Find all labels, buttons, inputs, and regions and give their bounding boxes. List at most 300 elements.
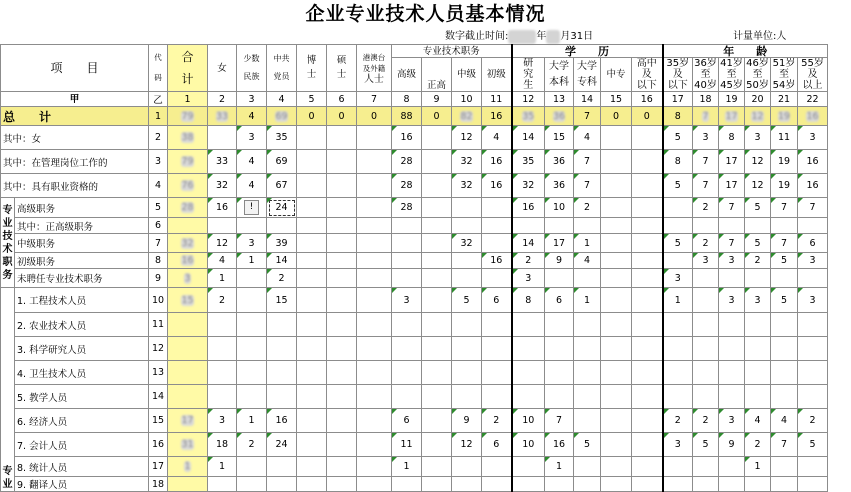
cell-r14-c6[interactable] <box>327 385 357 409</box>
cell-r11-c21[interactable] <box>771 313 798 337</box>
cell-r6-c15[interactable] <box>601 218 632 234</box>
cell-r1-c3[interactable]: 4 <box>237 107 267 126</box>
cell-r6-c8[interactable] <box>392 218 422 234</box>
cell-r15-c19[interactable]: 3 <box>719 409 745 433</box>
cell-r14-c13[interactable] <box>545 385 574 409</box>
cell-r2-c2[interactable] <box>208 126 237 150</box>
cell-r17-c11[interactable] <box>482 457 512 477</box>
cell-r12-c17[interactable] <box>663 337 693 361</box>
cell-r4-c22[interactable]: 16 <box>798 174 828 198</box>
cell-r16-c6[interactable] <box>327 433 357 457</box>
cell-r3-c1[interactable] <box>168 150 208 174</box>
cell-r4-c16[interactable] <box>632 174 663 198</box>
cell-r6-c9[interactable] <box>422 218 452 234</box>
cell-r13-c7[interactable] <box>357 361 392 385</box>
cell-r12-c5[interactable] <box>297 337 327 361</box>
cell-r10-c17[interactable]: 1 <box>663 288 693 313</box>
cell-r5-c1[interactable] <box>168 198 208 218</box>
cell-r7-c22[interactable]: 6 <box>798 234 828 253</box>
cell-r4-c10[interactable]: 32 <box>452 174 482 198</box>
cell-r16-c10[interactable]: 12 <box>452 433 482 457</box>
cell-r3-c3[interactable]: 4 <box>237 150 267 174</box>
cell-r9-c22[interactable] <box>798 269 828 288</box>
cell-r8-c12[interactable]: 2 <box>512 253 545 269</box>
cell-r13-c14[interactable] <box>574 361 601 385</box>
cell-r6-c6[interactable] <box>327 218 357 234</box>
row-label[interactable]: 7. 会计人员 <box>15 433 149 457</box>
cell-r10-c10[interactable]: 5 <box>452 288 482 313</box>
cell-r3-c4[interactable]: 69 <box>267 150 297 174</box>
cell-r2-c8[interactable]: 16 <box>392 126 422 150</box>
cell-r8-c3[interactable]: 1 <box>237 253 267 269</box>
cell-r17-c19[interactable] <box>719 457 745 477</box>
cell-r13-c2[interactable] <box>208 361 237 385</box>
cell-r14-c7[interactable] <box>357 385 392 409</box>
cell-r10-c2[interactable]: 2 <box>208 288 237 313</box>
cell-r11-c22[interactable] <box>798 313 828 337</box>
cell-r16-c7[interactable] <box>357 433 392 457</box>
cell-r2-c6[interactable] <box>327 126 357 150</box>
cell-r18-c3[interactable] <box>237 477 267 492</box>
cell-r17-c1[interactable] <box>168 457 208 477</box>
cell-r10-c18[interactable] <box>693 288 719 313</box>
cell-r2-c17[interactable]: 5 <box>663 126 693 150</box>
cell-r12-c15[interactable] <box>601 337 632 361</box>
cell-r11-c17[interactable] <box>663 313 693 337</box>
cell-r1-c21[interactable] <box>771 107 798 126</box>
cell-r14-c1[interactable] <box>168 385 208 409</box>
cell-r1-c16[interactable]: 0 <box>632 107 663 126</box>
cell-r12-c21[interactable] <box>771 337 798 361</box>
cell-r9-c16[interactable] <box>632 269 663 288</box>
cell-r9-c7[interactable] <box>357 269 392 288</box>
cell-r6-c10[interactable] <box>452 218 482 234</box>
cell-r11-c14[interactable] <box>574 313 601 337</box>
cell-r9-c13[interactable] <box>545 269 574 288</box>
row-label[interactable]: 总 计 <box>1 107 149 126</box>
cell-r3-c17[interactable]: 8 <box>663 150 693 174</box>
cell-r17-c10[interactable] <box>452 457 482 477</box>
cell-r3-c6[interactable] <box>327 150 357 174</box>
cell-r14-c10[interactable] <box>452 385 482 409</box>
cell-r7-c13[interactable]: 17 <box>545 234 574 253</box>
cell-r3-c21[interactable]: 19 <box>771 150 798 174</box>
warning-icon[interactable]: ! <box>244 200 259 215</box>
cell-r15-c16[interactable] <box>632 409 663 433</box>
cell-r13-c13[interactable] <box>545 361 574 385</box>
cell-r11-c12[interactable] <box>512 313 545 337</box>
cell-r11-c3[interactable] <box>237 313 267 337</box>
cell-r9-c12[interactable]: 3 <box>512 269 545 288</box>
cell-r16-c5[interactable] <box>297 433 327 457</box>
cell-r8-c22[interactable]: 3 <box>798 253 828 269</box>
cell-r15-c7[interactable] <box>357 409 392 433</box>
cell-r8-c6[interactable] <box>327 253 357 269</box>
cell-r8-c9[interactable] <box>422 253 452 269</box>
cell-r10-c21[interactable]: 5 <box>771 288 798 313</box>
cell-r4-c5[interactable] <box>297 174 327 198</box>
cell-r9-c2[interactable]: 1 <box>208 269 237 288</box>
cell-r9-c20[interactable] <box>745 269 771 288</box>
cell-r2-c18[interactable]: 3 <box>693 126 719 150</box>
cell-r15-c12[interactable]: 10 <box>512 409 545 433</box>
cell-r6-c11[interactable] <box>482 218 512 234</box>
cell-r4-c9[interactable] <box>422 174 452 198</box>
cell-r18-c2[interactable] <box>208 477 237 492</box>
cell-r11-c15[interactable] <box>601 313 632 337</box>
cell-r9-c5[interactable] <box>297 269 327 288</box>
row-label[interactable]: 2. 农业技术人员 <box>15 313 149 337</box>
row-label[interactable]: 其中：在管理岗位工作的 <box>1 150 149 174</box>
cell-r11-c1[interactable] <box>168 313 208 337</box>
cell-r2-c4[interactable]: 35 <box>267 126 297 150</box>
cell-r18-c6[interactable] <box>327 477 357 492</box>
cell-r17-c22[interactable] <box>798 457 828 477</box>
cell-r10-c6[interactable] <box>327 288 357 313</box>
cell-r13-c22[interactable] <box>798 361 828 385</box>
cell-r5-c9[interactable] <box>422 198 452 218</box>
cell-r12-c1[interactable] <box>168 337 208 361</box>
cell-r4-c17[interactable]: 5 <box>663 174 693 198</box>
cell-r16-c16[interactable] <box>632 433 663 457</box>
cell-r2-c19[interactable]: 8 <box>719 126 745 150</box>
cell-r4-c21[interactable]: 19 <box>771 174 798 198</box>
cell-r12-c18[interactable] <box>693 337 719 361</box>
cell-r18-c15[interactable] <box>601 477 632 492</box>
cell-r18-c1[interactable] <box>168 477 208 492</box>
cell-r4-c11[interactable]: 16 <box>482 174 512 198</box>
cell-r2-c3[interactable]: 3 <box>237 126 267 150</box>
cell-r5-c12[interactable]: 16 <box>512 198 545 218</box>
cell-r8-c13[interactable]: 9 <box>545 253 574 269</box>
cell-r6-c1[interactable] <box>168 218 208 234</box>
cell-r17-c5[interactable] <box>297 457 327 477</box>
cell-r3-c2[interactable]: 33 <box>208 150 237 174</box>
cell-r13-c17[interactable] <box>663 361 693 385</box>
cell-r16-c2[interactable]: 18 <box>208 433 237 457</box>
cell-r6-c4[interactable] <box>267 218 297 234</box>
cell-r8-c20[interactable]: 2 <box>745 253 771 269</box>
cell-r13-c11[interactable] <box>482 361 512 385</box>
cell-r15-c9[interactable] <box>422 409 452 433</box>
cell-r16-c15[interactable] <box>601 433 632 457</box>
cell-r18-c18[interactable] <box>693 477 719 492</box>
cell-r17-c16[interactable] <box>632 457 663 477</box>
cell-r6-c19[interactable] <box>719 218 745 234</box>
cell-r4-c14[interactable]: 7 <box>574 174 601 198</box>
cell-r12-c11[interactable] <box>482 337 512 361</box>
cell-r10-c8[interactable]: 3 <box>392 288 422 313</box>
cell-r4-c6[interactable] <box>327 174 357 198</box>
cell-r9-c8[interactable] <box>392 269 422 288</box>
cell-r6-c18[interactable] <box>693 218 719 234</box>
cell-r3-c19[interactable]: 17 <box>719 150 745 174</box>
row-label[interactable]: 4. 卫生技术人员 <box>15 361 149 385</box>
cell-r5-c19[interactable]: 7 <box>719 198 745 218</box>
row-label[interactable]: 1. 工程技术人员 <box>15 288 149 313</box>
cell-r7-c8[interactable] <box>392 234 422 253</box>
cell-r5-c16[interactable] <box>632 198 663 218</box>
cell-r15-c21[interactable]: 4 <box>771 409 798 433</box>
cell-r14-c4[interactable] <box>267 385 297 409</box>
cell-r9-c17[interactable]: 3 <box>663 269 693 288</box>
cell-r12-c7[interactable] <box>357 337 392 361</box>
cell-r10-c5[interactable] <box>297 288 327 313</box>
cell-r11-c20[interactable] <box>745 313 771 337</box>
cell-r6-c20[interactable] <box>745 218 771 234</box>
cell-r6-c22[interactable] <box>798 218 828 234</box>
cell-r10-c15[interactable] <box>601 288 632 313</box>
cell-r5-c2[interactable]: 16 <box>208 198 237 218</box>
cell-r15-c22[interactable]: 2 <box>798 409 828 433</box>
cell-r9-c18[interactable] <box>693 269 719 288</box>
cell-r16-c19[interactable]: 9 <box>719 433 745 457</box>
cell-r18-c9[interactable] <box>422 477 452 492</box>
cell-r8-c14[interactable]: 4 <box>574 253 601 269</box>
row-label[interactable]: 其中：具有职业资格的 <box>1 174 149 198</box>
row-label[interactable]: 8. 统计人员 <box>15 457 149 477</box>
cell-r12-c9[interactable] <box>422 337 452 361</box>
cell-r9-c10[interactable] <box>452 269 482 288</box>
cell-r1-c15[interactable]: 0 <box>601 107 632 126</box>
cell-r16-c22[interactable]: 5 <box>798 433 828 457</box>
cell-r2-c20[interactable]: 3 <box>745 126 771 150</box>
cell-r18-c16[interactable] <box>632 477 663 492</box>
cell-r13-c1[interactable] <box>168 361 208 385</box>
cell-r13-c5[interactable] <box>297 361 327 385</box>
cell-r10-c3[interactable] <box>237 288 267 313</box>
cell-r6-c21[interactable] <box>771 218 798 234</box>
cell-r1-c10[interactable] <box>452 107 482 126</box>
cell-r9-c4[interactable]: 2 <box>267 269 297 288</box>
cell-r11-c10[interactable] <box>452 313 482 337</box>
cell-r2-c5[interactable] <box>297 126 327 150</box>
cell-r7-c18[interactable]: 2 <box>693 234 719 253</box>
cell-r5-c6[interactable] <box>327 198 357 218</box>
cell-r9-c6[interactable] <box>327 269 357 288</box>
cell-r6-c14[interactable] <box>574 218 601 234</box>
cell-r5-c15[interactable] <box>601 198 632 218</box>
cell-r8-c10[interactable] <box>452 253 482 269</box>
cell-r6-c7[interactable] <box>357 218 392 234</box>
cell-r10-c19[interactable]: 3 <box>719 288 745 313</box>
cell-r11-c2[interactable] <box>208 313 237 337</box>
cell-r18-c7[interactable] <box>357 477 392 492</box>
cell-r1-c12[interactable] <box>512 107 545 126</box>
cell-r17-c17[interactable] <box>663 457 693 477</box>
cell-r1-c8[interactable]: 88 <box>392 107 422 126</box>
cell-r18-c17[interactable] <box>663 477 693 492</box>
cell-r3-c14[interactable]: 7 <box>574 150 601 174</box>
cell-r17-c15[interactable] <box>601 457 632 477</box>
cell-r9-c1[interactable] <box>168 269 208 288</box>
cell-r1-c20[interactable] <box>745 107 771 126</box>
cell-r9-c14[interactable] <box>574 269 601 288</box>
cell-r4-c13[interactable]: 36 <box>545 174 574 198</box>
cell-r5-c5[interactable] <box>297 198 327 218</box>
cell-r14-c15[interactable] <box>601 385 632 409</box>
cell-r13-c18[interactable] <box>693 361 719 385</box>
cell-r12-c2[interactable] <box>208 337 237 361</box>
cell-r13-c21[interactable] <box>771 361 798 385</box>
cell-r9-c3[interactable] <box>237 269 267 288</box>
cell-r1-c18[interactable] <box>693 107 719 126</box>
cell-r11-c18[interactable] <box>693 313 719 337</box>
cell-r4-c18[interactable]: 7 <box>693 174 719 198</box>
cell-r18-c22[interactable] <box>798 477 828 492</box>
cell-r18-c5[interactable] <box>297 477 327 492</box>
cell-r3-c10[interactable]: 32 <box>452 150 482 174</box>
cell-r3-c7[interactable] <box>357 150 392 174</box>
cell-r5-c11[interactable] <box>482 198 512 218</box>
cell-r6-c16[interactable] <box>632 218 663 234</box>
cell-r16-c12[interactable]: 10 <box>512 433 545 457</box>
cell-r18-c8[interactable] <box>392 477 422 492</box>
cell-r15-c10[interactable]: 9 <box>452 409 482 433</box>
cell-r2-c15[interactable] <box>601 126 632 150</box>
cell-r15-c13[interactable]: 7 <box>545 409 574 433</box>
cell-r14-c18[interactable] <box>693 385 719 409</box>
cell-r10-c11[interactable]: 6 <box>482 288 512 313</box>
cell-r3-c16[interactable] <box>632 150 663 174</box>
cell-r16-c13[interactable]: 16 <box>545 433 574 457</box>
cell-r3-c8[interactable]: 28 <box>392 150 422 174</box>
row-label[interactable]: 6. 经济人员 <box>15 409 149 433</box>
cell-r15-c5[interactable] <box>297 409 327 433</box>
cell-r15-c2[interactable]: 3 <box>208 409 237 433</box>
cell-r8-c2[interactable]: 4 <box>208 253 237 269</box>
cell-r16-c11[interactable]: 6 <box>482 433 512 457</box>
cell-r17-c12[interactable] <box>512 457 545 477</box>
cell-r7-c1[interactable] <box>168 234 208 253</box>
cell-r16-c17[interactable]: 3 <box>663 433 693 457</box>
cell-r7-c17[interactable]: 5 <box>663 234 693 253</box>
cell-r14-c12[interactable] <box>512 385 545 409</box>
cell-r10-c12[interactable]: 8 <box>512 288 545 313</box>
cell-r16-c20[interactable]: 2 <box>745 433 771 457</box>
cell-r1-c4[interactable] <box>267 107 297 126</box>
cell-r15-c4[interactable]: 16 <box>267 409 297 433</box>
cell-r11-c13[interactable] <box>545 313 574 337</box>
cell-r7-c11[interactable] <box>482 234 512 253</box>
cell-r5-c7[interactable] <box>357 198 392 218</box>
cell-r9-c21[interactable] <box>771 269 798 288</box>
cell-r12-c13[interactable] <box>545 337 574 361</box>
cell-r5-c17[interactable] <box>663 198 693 218</box>
cell-r11-c16[interactable] <box>632 313 663 337</box>
cell-r8-c5[interactable] <box>297 253 327 269</box>
cell-r17-c9[interactable] <box>422 457 452 477</box>
cell-r3-c22[interactable]: 16 <box>798 150 828 174</box>
cell-r7-c20[interactable]: 5 <box>745 234 771 253</box>
cell-r1-c19[interactable] <box>719 107 745 126</box>
cell-r2-c10[interactable]: 12 <box>452 126 482 150</box>
cell-r7-c9[interactable] <box>422 234 452 253</box>
cell-r13-c15[interactable] <box>601 361 632 385</box>
cell-r1-c14[interactable]: 7 <box>574 107 601 126</box>
cell-r18-c13[interactable] <box>545 477 574 492</box>
cell-r7-c15[interactable] <box>601 234 632 253</box>
cell-r15-c18[interactable]: 2 <box>693 409 719 433</box>
cell-r17-c21[interactable] <box>771 457 798 477</box>
cell-r12-c6[interactable] <box>327 337 357 361</box>
cell-r2-c22[interactable]: 3 <box>798 126 828 150</box>
cell-r10-c14[interactable]: 1 <box>574 288 601 313</box>
cell-r12-c3[interactable] <box>237 337 267 361</box>
cell-r1-c1[interactable] <box>168 107 208 126</box>
row-label[interactable]: 其中：正高级职务 <box>15 218 149 234</box>
cell-r14-c2[interactable] <box>208 385 237 409</box>
cell-r13-c19[interactable] <box>719 361 745 385</box>
cell-r10-c1[interactable] <box>168 288 208 313</box>
cell-r3-c13[interactable]: 36 <box>545 150 574 174</box>
row-label[interactable]: 未聘任专业技术职务 <box>15 269 149 288</box>
cell-r1-c13[interactable] <box>545 107 574 126</box>
cell-r10-c22[interactable]: 3 <box>798 288 828 313</box>
cell-r2-c13[interactable]: 15 <box>545 126 574 150</box>
cell-r9-c19[interactable] <box>719 269 745 288</box>
cell-r5-c8[interactable]: 28 <box>392 198 422 218</box>
row-label[interactable]: 初级职务 <box>15 253 149 269</box>
cell-r12-c19[interactable] <box>719 337 745 361</box>
cell-r5-c14[interactable]: 2 <box>574 198 601 218</box>
row-label[interactable]: 3. 科学研究人员 <box>15 337 149 361</box>
row-label[interactable]: 高级职务 <box>15 198 149 218</box>
cell-r2-c9[interactable] <box>422 126 452 150</box>
cell-r7-c6[interactable] <box>327 234 357 253</box>
row-label[interactable]: 5. 教学人员 <box>15 385 149 409</box>
cell-r17-c7[interactable] <box>357 457 392 477</box>
cell-r2-c16[interactable] <box>632 126 663 150</box>
cell-r1-c2[interactable] <box>208 107 237 126</box>
cell-r10-c4[interactable]: 15 <box>267 288 297 313</box>
cell-r16-c8[interactable]: 11 <box>392 433 422 457</box>
cell-r7-c19[interactable]: 7 <box>719 234 745 253</box>
cell-r17-c18[interactable] <box>693 457 719 477</box>
cell-r13-c20[interactable] <box>745 361 771 385</box>
cell-r9-c15[interactable] <box>601 269 632 288</box>
cell-r9-c11[interactable] <box>482 269 512 288</box>
cell-r16-c18[interactable]: 5 <box>693 433 719 457</box>
cell-r14-c8[interactable] <box>392 385 422 409</box>
cell-r18-c4[interactable] <box>267 477 297 492</box>
cell-r2-c12[interactable]: 14 <box>512 126 545 150</box>
cell-r3-c5[interactable] <box>297 150 327 174</box>
cell-r16-c1[interactable] <box>168 433 208 457</box>
cell-r18-c10[interactable] <box>452 477 482 492</box>
cell-r10-c16[interactable] <box>632 288 663 313</box>
cell-r14-c20[interactable] <box>745 385 771 409</box>
cell-r3-c18[interactable]: 7 <box>693 150 719 174</box>
cell-r1-c11[interactable]: 16 <box>482 107 512 126</box>
cell-r15-c11[interactable]: 2 <box>482 409 512 433</box>
cell-r9-c9[interactable] <box>422 269 452 288</box>
cell-r2-c1[interactable] <box>168 126 208 150</box>
cell-r4-c12[interactable]: 32 <box>512 174 545 198</box>
cell-r7-c10[interactable]: 32 <box>452 234 482 253</box>
cell-r1-c17[interactable]: 8 <box>663 107 693 126</box>
cell-r18-c14[interactable] <box>574 477 601 492</box>
cell-r8-c11[interactable]: 16 <box>482 253 512 269</box>
cell-r2-c14[interactable]: 4 <box>574 126 601 150</box>
cell-r1-c9[interactable]: 0 <box>422 107 452 126</box>
row-label[interactable]: 9. 翻译人员 <box>15 477 149 492</box>
cell-r8-c16[interactable] <box>632 253 663 269</box>
cell-r14-c16[interactable] <box>632 385 663 409</box>
cell-r8-c17[interactable] <box>663 253 693 269</box>
cell-r4-c20[interactable]: 12 <box>745 174 771 198</box>
cell-r5-c20[interactable]: 5 <box>745 198 771 218</box>
